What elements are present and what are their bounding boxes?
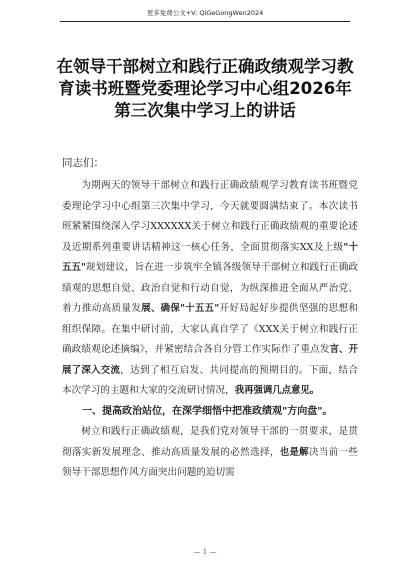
paragraph-text: 规划建议，旨在进一步筑牢全镇各级领导干部树立和践行正确政绩观的思想自觉、政治自觉和行动自觉，为纵深推进全面从严治党、着力推动高质量发 [62, 262, 359, 314]
header-note: 更多免费公文+V: QiGeGongWen2024 [146, 9, 264, 17]
paragraph-text: 树立和践行正确政绩观，是我们党对领导干部的一贯要求，是贯彻落实新发展理念、推动高质量发展的必然选择， [62, 426, 358, 458]
paragraph-text: 决当前一些领导干部思想作风方面突出问题的迫切需 [62, 446, 358, 478]
paragraph-text: ，达到了相互启发、共同提高的预期目的。下面，结合本次学习的主题和大家的交流研讨情况， [62, 364, 358, 396]
paragraph-text: 开好局起好步提供坚强的思想和组织保障。在集中研讨前，大家认真自学了《XXX关于树立和践行正确政绩观论述摘编》，并紧密结合各自分管工作实际作了重点发 [62, 303, 358, 355]
page-number [0, 548, 410, 556]
section-heading-1: 一、提高政治站位，在深学细悟中把准政绩观"方向盘"。 [82, 405, 333, 417]
paragraph-section-1 [62, 422, 358, 484]
paragraph-intro [62, 176, 358, 402]
emphasis-text: 我再强调几点意见。 [234, 385, 320, 396]
document-body [62, 176, 358, 484]
page-number-text: — 1 — [190, 548, 221, 556]
emphasis-text: 也是解 [279, 446, 309, 458]
greeting: 同志们： [62, 157, 104, 169]
document-title [40, 56, 370, 122]
title-line-1: 在领导干部树立和践行正确政绩观学习教 [56, 57, 354, 76]
title-line-3: 第三次集中学习上的讲话 [114, 101, 296, 120]
emphasis-text: 言、开展了深入交流 [62, 344, 358, 376]
header-divider [60, 21, 350, 22]
title-line-2: 育读书班暨党委理论学习中心组2026年 [58, 79, 352, 98]
emphasis-text: "十五五" [62, 241, 358, 273]
paragraph-text: 为期两天的领导干部树立和践行正确政绩观学习教育读书班暨党委理论学习中心组第三次集中学习，今天就要圆满结束了。本次读书班紧紧围绕深入学习XXXXXX关于树立和践行正确政绩观的重要论述及近期系列重要讲话精神这一核心任务，全面贯彻落实XX及上级 [62, 180, 358, 253]
emphasis-text: 展、确保"十五五" [141, 303, 220, 314]
